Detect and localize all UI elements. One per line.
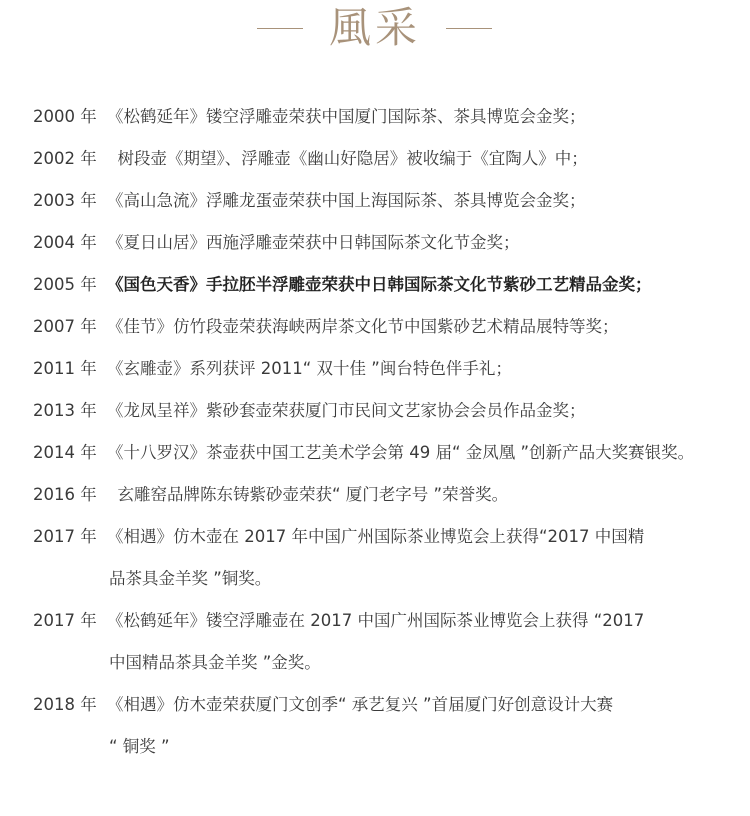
- award-item: [33, 138, 723, 180]
- award-year: 2013 年: [33, 401, 97, 420]
- award-item: [33, 348, 723, 390]
- award-year: 2018 年: [33, 695, 97, 714]
- award-text-continued: 品茶具金羊奖 ”铜奖。: [109, 569, 272, 588]
- award-year: 2004 年: [33, 233, 97, 252]
- award-text: 《松鹤延年》镂空浮雕壶荣获中国厦门国际茶、茶具博览会金奖；: [107, 107, 586, 126]
- award-item: [33, 264, 723, 306]
- award-item: [33, 306, 723, 348]
- award-year: 2016 年: [33, 485, 97, 504]
- awards-list: [33, 96, 723, 768]
- award-year: 2003 年: [33, 191, 97, 210]
- award-item: [33, 432, 723, 474]
- award-item: [33, 180, 723, 222]
- award-text: 《相遇》仿木壶荣获厦门文创季“ 承艺复兴 ”首届厦门好创意设计大赛: [107, 695, 614, 714]
- award-year: 2017 年: [33, 527, 97, 546]
- award-text: 树段壶《期望》、浮雕壶《幽山好隐居》被收编于《宜陶人》中；: [107, 149, 588, 168]
- award-year: 2014 年: [33, 443, 97, 462]
- award-item: [33, 96, 723, 138]
- award-text-continued: 中国精品茶具金羊奖 ”金奖。: [109, 653, 321, 672]
- award-item: [33, 600, 723, 684]
- award-year: 2011 年: [33, 359, 97, 378]
- award-text: 《松鹤延年》镂空浮雕壶在 2017 中国广州国际茶业博览会上获得 “2017: [107, 611, 645, 630]
- page-title: 風采: [328, 3, 421, 52]
- award-year: 2000 年: [33, 107, 97, 126]
- header-rule-left: [257, 28, 303, 29]
- award-text: 《国色天香》手拉胚半浮雕壶荣获中日韩国际茶文化节紫砂工艺精品金奖；: [107, 275, 652, 294]
- award-year: 2017 年: [33, 611, 97, 630]
- award-text: 玄雕窑品牌陈东铸紫砂壶荣获“ 厦门老字号 ”荣誉奖。: [107, 485, 509, 504]
- award-item: [33, 474, 723, 516]
- award-text: 《高山急流》浮雕龙蛋壶荣获中国上海国际茶、茶具博览会金奖；: [107, 191, 586, 210]
- award-text: 《龙凤呈祥》紫砂套壶荣获厦门市民间文艺家协会会员作品金奖；: [107, 401, 586, 420]
- award-text: 《相遇》仿木壶在 2017 年中国广州国际茶业博览会上获得“2017 中国精: [107, 527, 645, 546]
- award-item: [33, 684, 723, 768]
- award-year: 2002 年: [33, 149, 97, 168]
- award-text: 《佳节》仿竹段壶荣获海峡两岸茶文化节中国紫砂艺术精品展特等奖；: [107, 317, 619, 336]
- award-text: 《玄雕壶》系列获评 2011“ 双十佳 ”闽台特色伴手礼；: [107, 359, 512, 378]
- award-year: 2007 年: [33, 317, 97, 336]
- award-text: 《十八罗汉》茶壶获中国工艺美术学会第 49 届“ 金凤凰 ”创新产品大奖赛银奖。: [107, 443, 695, 462]
- award-text: 《夏日山居》西施浮雕壶荣获中日韩国际茶文化节金奖；: [107, 233, 520, 252]
- award-text-continued: “ 铜奖 ”: [109, 737, 170, 756]
- award-item: [33, 390, 723, 432]
- award-item: [33, 222, 723, 264]
- header-rule-right: [446, 28, 492, 29]
- section-header: [0, 0, 750, 62]
- award-item: [33, 516, 723, 600]
- award-year: 2005 年: [33, 275, 97, 294]
